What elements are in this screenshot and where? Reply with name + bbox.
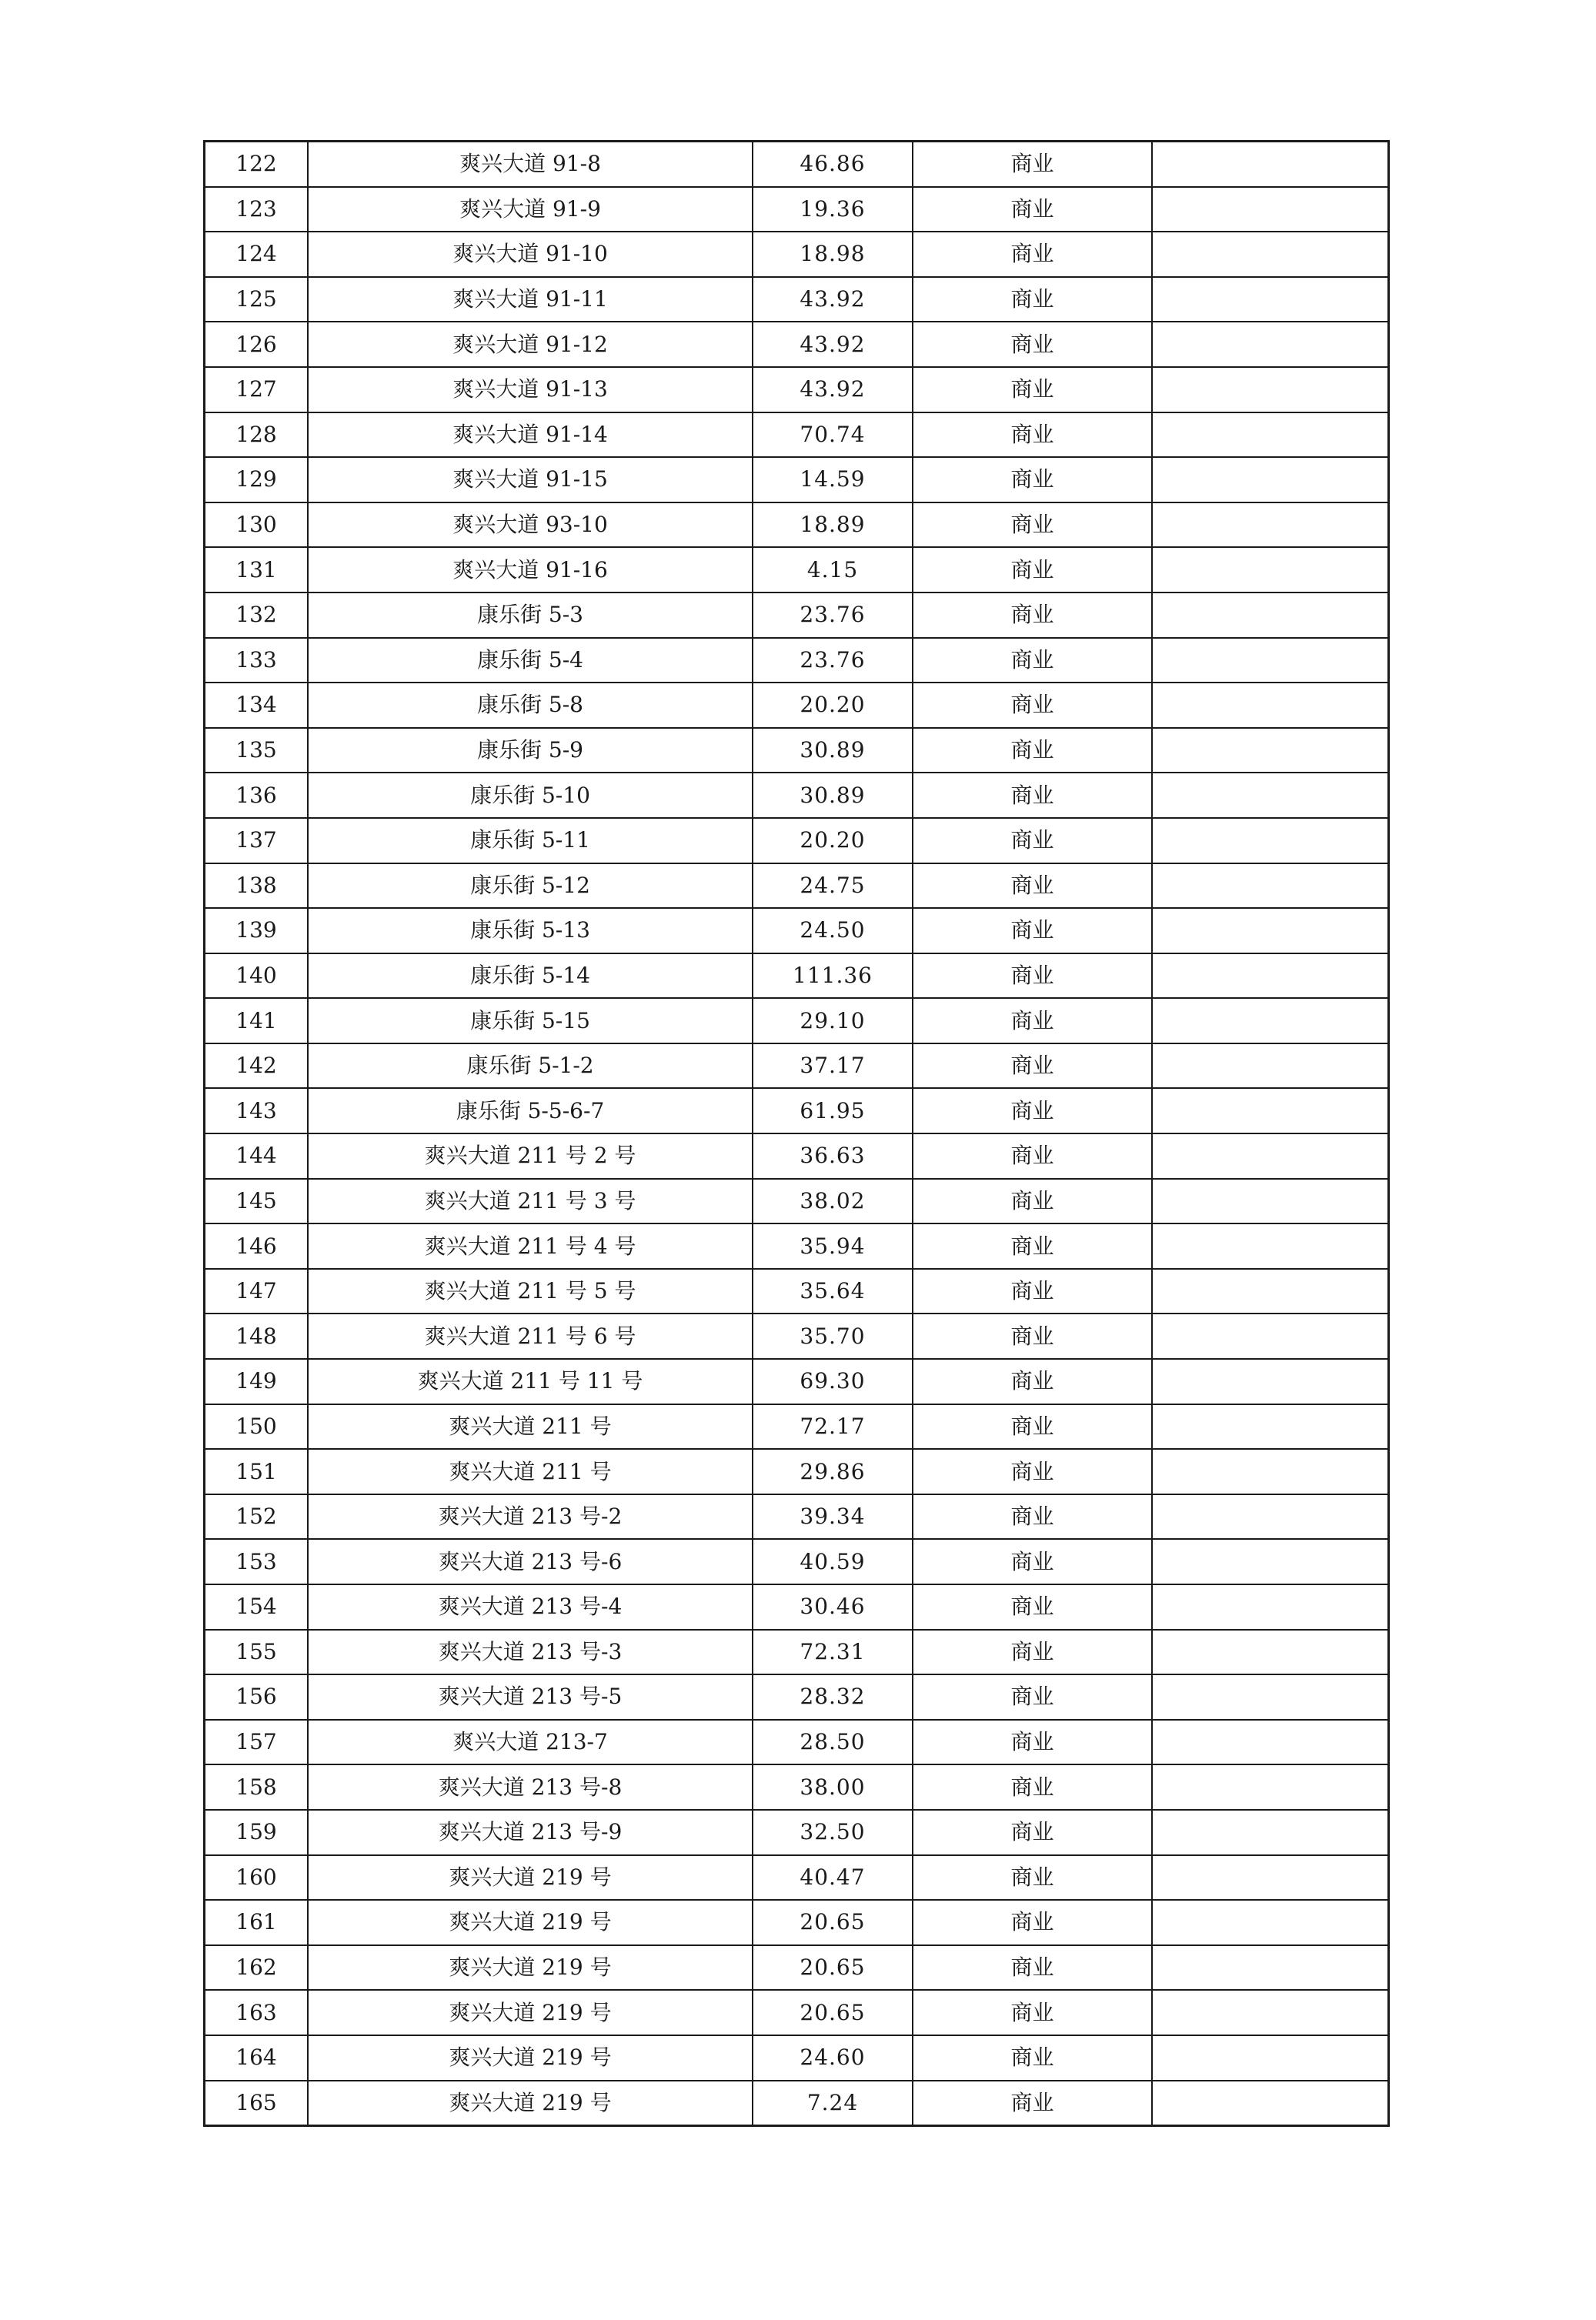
area-cell: 7.24	[753, 2081, 913, 2126]
area-cell: 18.98	[753, 232, 913, 277]
row-number-cell: 146	[205, 1223, 309, 1269]
remarks-cell	[1152, 1359, 1389, 1404]
table-row	[205, 2081, 1389, 2126]
row-number-cell: 122	[205, 142, 309, 187]
remarks-cell	[1152, 638, 1389, 683]
address-cell: 爽兴大道 219 号	[308, 1855, 753, 1901]
usage-cell: 商业	[913, 1088, 1152, 1133]
area-cell: 38.00	[753, 1764, 913, 1810]
usage-cell: 商业	[913, 187, 1152, 232]
address-cell: 爽兴大道 91-10	[308, 232, 753, 277]
property-table	[203, 140, 1390, 2127]
row-number-cell: 133	[205, 638, 309, 683]
area-cell: 43.92	[753, 367, 913, 412]
address-cell: 康乐街 5-13	[308, 908, 753, 953]
usage-cell: 商业	[913, 1945, 1152, 1991]
table-row	[205, 1900, 1389, 1945]
address-cell: 爽兴大道 91-13	[308, 367, 753, 412]
remarks-cell	[1152, 457, 1389, 502]
area-cell: 24.75	[753, 863, 913, 909]
area-cell: 29.10	[753, 998, 913, 1043]
area-cell: 24.50	[753, 908, 913, 953]
area-cell: 38.02	[753, 1179, 913, 1224]
table-row	[205, 638, 1389, 683]
usage-cell: 商业	[913, 1359, 1152, 1404]
remarks-cell	[1152, 1314, 1389, 1359]
area-cell: 20.65	[753, 1900, 913, 1945]
usage-cell: 商业	[913, 1404, 1152, 1450]
table-row	[205, 232, 1389, 277]
row-number-cell: 152	[205, 1494, 309, 1540]
area-cell: 39.34	[753, 1494, 913, 1540]
address-cell: 爽兴大道 219 号	[308, 2035, 753, 2081]
remarks-cell	[1152, 1720, 1389, 1765]
row-number-cell: 134	[205, 683, 309, 728]
area-cell: 23.76	[753, 593, 913, 638]
remarks-cell	[1152, 683, 1389, 728]
address-cell: 爽兴大道 91-14	[308, 412, 753, 458]
area-cell: 35.64	[753, 1269, 913, 1314]
table-row	[205, 1539, 1389, 1584]
document-page	[203, 140, 1390, 2127]
row-number-cell: 129	[205, 457, 309, 502]
table-row	[205, 818, 1389, 863]
usage-cell: 商业	[913, 142, 1152, 187]
table-row	[205, 863, 1389, 909]
remarks-cell	[1152, 1855, 1389, 1901]
table-row	[205, 1359, 1389, 1404]
row-number-cell: 145	[205, 1179, 309, 1224]
usage-cell: 商业	[913, 502, 1152, 548]
usage-cell: 商业	[913, 1630, 1152, 1675]
area-cell: 37.17	[753, 1043, 913, 1089]
usage-cell: 商业	[913, 1810, 1152, 1855]
remarks-cell	[1152, 142, 1389, 187]
remarks-cell	[1152, 1494, 1389, 1540]
remarks-cell	[1152, 1630, 1389, 1675]
remarks-cell	[1152, 2035, 1389, 2081]
area-cell: 14.59	[753, 457, 913, 502]
remarks-cell	[1152, 953, 1389, 999]
table-row	[205, 1674, 1389, 1720]
usage-cell: 商业	[913, 1043, 1152, 1089]
remarks-cell	[1152, 593, 1389, 638]
area-cell: 43.92	[753, 322, 913, 367]
address-cell: 爽兴大道 91-11	[308, 277, 753, 322]
row-number-cell: 124	[205, 232, 309, 277]
table-row	[205, 683, 1389, 728]
area-cell: 40.47	[753, 1855, 913, 1901]
area-cell: 46.86	[753, 142, 913, 187]
area-cell: 30.89	[753, 773, 913, 818]
table-row	[205, 187, 1389, 232]
row-number-cell: 139	[205, 908, 309, 953]
address-cell: 爽兴大道 211 号	[308, 1404, 753, 1450]
usage-cell: 商业	[913, 232, 1152, 277]
usage-cell: 商业	[913, 1584, 1152, 1630]
address-cell: 爽兴大道 213 号-8	[308, 1764, 753, 1810]
area-cell: 20.65	[753, 1945, 913, 1991]
usage-cell: 商业	[913, 457, 1152, 502]
area-cell: 20.20	[753, 818, 913, 863]
remarks-cell	[1152, 1404, 1389, 1450]
usage-cell: 商业	[913, 547, 1152, 593]
area-cell: 23.76	[753, 638, 913, 683]
table-row	[205, 142, 1389, 187]
row-number-cell: 130	[205, 502, 309, 548]
usage-cell: 商业	[913, 1449, 1152, 1494]
row-number-cell: 136	[205, 773, 309, 818]
table-row	[205, 1088, 1389, 1133]
table-row	[205, 2035, 1389, 2081]
row-number-cell: 142	[205, 1043, 309, 1089]
area-cell: 30.46	[753, 1584, 913, 1630]
remarks-cell	[1152, 998, 1389, 1043]
table-row	[205, 1314, 1389, 1359]
address-cell: 爽兴大道 211 号 3 号	[308, 1179, 753, 1224]
usage-cell: 商业	[913, 1855, 1152, 1901]
remarks-cell	[1152, 1179, 1389, 1224]
usage-cell: 商业	[913, 953, 1152, 999]
usage-cell: 商业	[913, 1674, 1152, 1720]
remarks-cell	[1152, 1088, 1389, 1133]
address-cell: 爽兴大道 91-16	[308, 547, 753, 593]
row-number-cell: 163	[205, 1990, 309, 2035]
table-row	[205, 367, 1389, 412]
table-row	[205, 908, 1389, 953]
table-row	[205, 1720, 1389, 1765]
remarks-cell	[1152, 367, 1389, 412]
remarks-cell	[1152, 728, 1389, 773]
row-number-cell: 123	[205, 187, 309, 232]
row-number-cell: 158	[205, 1764, 309, 1810]
remarks-cell	[1152, 2081, 1389, 2126]
area-cell: 35.94	[753, 1223, 913, 1269]
usage-cell: 商业	[913, 683, 1152, 728]
usage-cell: 商业	[913, 638, 1152, 683]
address-cell: 爽兴大道 213 号-6	[308, 1539, 753, 1584]
address-cell: 爽兴大道 91-15	[308, 457, 753, 502]
usage-cell: 商业	[913, 1990, 1152, 2035]
address-cell: 康乐街 5-1-2	[308, 1043, 753, 1089]
table-row	[205, 457, 1389, 502]
remarks-cell	[1152, 1990, 1389, 2035]
address-cell: 康乐街 5-9	[308, 728, 753, 773]
address-cell: 爽兴大道 211 号 5 号	[308, 1269, 753, 1314]
remarks-cell	[1152, 818, 1389, 863]
remarks-cell	[1152, 187, 1389, 232]
remarks-cell	[1152, 502, 1389, 548]
table-row	[205, 1855, 1389, 1901]
row-number-cell: 141	[205, 998, 309, 1043]
area-cell: 72.31	[753, 1630, 913, 1675]
usage-cell: 商业	[913, 773, 1152, 818]
table-row	[205, 1404, 1389, 1450]
address-cell: 康乐街 5-14	[308, 953, 753, 999]
address-cell: 爽兴大道 211 号 4 号	[308, 1223, 753, 1269]
table-row	[205, 322, 1389, 367]
row-number-cell: 161	[205, 1900, 309, 1945]
area-cell: 4.15	[753, 547, 913, 593]
table-row	[205, 1179, 1389, 1224]
usage-cell: 商业	[913, 863, 1152, 909]
row-number-cell: 151	[205, 1449, 309, 1494]
row-number-cell: 126	[205, 322, 309, 367]
address-cell: 爽兴大道 213 号-2	[308, 1494, 753, 1540]
table-row	[205, 1133, 1389, 1179]
row-number-cell: 159	[205, 1810, 309, 1855]
usage-cell: 商业	[913, 998, 1152, 1043]
table-row	[205, 1945, 1389, 1991]
address-cell: 爽兴大道 211 号	[308, 1449, 753, 1494]
address-cell: 爽兴大道 219 号	[308, 1990, 753, 2035]
table-row	[205, 1449, 1389, 1494]
address-cell: 爽兴大道 91-9	[308, 187, 753, 232]
usage-cell: 商业	[913, 1900, 1152, 1945]
remarks-cell	[1152, 277, 1389, 322]
address-cell: 爽兴大道 219 号	[308, 1900, 753, 1945]
row-number-cell: 155	[205, 1630, 309, 1675]
row-number-cell: 153	[205, 1539, 309, 1584]
area-cell: 20.20	[753, 683, 913, 728]
remarks-cell	[1152, 908, 1389, 953]
table-row	[205, 1630, 1389, 1675]
area-cell: 18.89	[753, 502, 913, 548]
usage-cell: 商业	[913, 908, 1152, 953]
area-cell: 111.36	[753, 953, 913, 999]
usage-cell: 商业	[913, 818, 1152, 863]
table-row	[205, 547, 1389, 593]
row-number-cell: 144	[205, 1133, 309, 1179]
table-row	[205, 1043, 1389, 1089]
area-cell: 28.50	[753, 1720, 913, 1765]
row-number-cell: 154	[205, 1584, 309, 1630]
address-cell: 康乐街 5-12	[308, 863, 753, 909]
remarks-cell	[1152, 1945, 1389, 1991]
address-cell: 康乐街 5-5-6-7	[308, 1088, 753, 1133]
row-number-cell: 147	[205, 1269, 309, 1314]
area-cell: 29.86	[753, 1449, 913, 1494]
table-row	[205, 1990, 1389, 2035]
row-number-cell: 164	[205, 2035, 309, 2081]
table-row	[205, 1223, 1389, 1269]
address-cell: 康乐街 5-8	[308, 683, 753, 728]
row-number-cell: 125	[205, 277, 309, 322]
row-number-cell: 150	[205, 1404, 309, 1450]
row-number-cell: 131	[205, 547, 309, 593]
row-number-cell: 160	[205, 1855, 309, 1901]
row-number-cell: 162	[205, 1945, 309, 1991]
area-cell: 19.36	[753, 187, 913, 232]
row-number-cell: 148	[205, 1314, 309, 1359]
remarks-cell	[1152, 1539, 1389, 1584]
remarks-cell	[1152, 1133, 1389, 1179]
row-number-cell: 128	[205, 412, 309, 458]
row-number-cell: 137	[205, 818, 309, 863]
usage-cell: 商业	[913, 1494, 1152, 1540]
row-number-cell: 138	[205, 863, 309, 909]
row-number-cell: 132	[205, 593, 309, 638]
address-cell: 爽兴大道 213 号-3	[308, 1630, 753, 1675]
address-cell: 爽兴大道 211 号 2 号	[308, 1133, 753, 1179]
row-number-cell: 165	[205, 2081, 309, 2126]
remarks-cell	[1152, 1449, 1389, 1494]
area-cell: 40.59	[753, 1539, 913, 1584]
table-row	[205, 1584, 1389, 1630]
table-row	[205, 1269, 1389, 1314]
area-cell: 20.65	[753, 1990, 913, 2035]
area-cell: 70.74	[753, 412, 913, 458]
usage-cell: 商业	[913, 593, 1152, 638]
table-row	[205, 502, 1389, 548]
table-row	[205, 728, 1389, 773]
table-row	[205, 277, 1389, 322]
remarks-cell	[1152, 1223, 1389, 1269]
remarks-cell	[1152, 1810, 1389, 1855]
area-cell: 72.17	[753, 1404, 913, 1450]
table-row	[205, 953, 1389, 999]
row-number-cell: 149	[205, 1359, 309, 1404]
remarks-cell	[1152, 1764, 1389, 1810]
area-cell: 24.60	[753, 2035, 913, 2081]
table-row	[205, 773, 1389, 818]
table-row	[205, 1494, 1389, 1540]
address-cell: 康乐街 5-10	[308, 773, 753, 818]
usage-cell: 商业	[913, 1720, 1152, 1765]
remarks-cell	[1152, 547, 1389, 593]
address-cell: 爽兴大道 213-7	[308, 1720, 753, 1765]
row-number-cell: 127	[205, 367, 309, 412]
table-row	[205, 1764, 1389, 1810]
row-number-cell: 135	[205, 728, 309, 773]
usage-cell: 商业	[913, 728, 1152, 773]
remarks-cell	[1152, 1900, 1389, 1945]
address-cell: 康乐街 5-3	[308, 593, 753, 638]
address-cell: 爽兴大道 213 号-4	[308, 1584, 753, 1630]
usage-cell: 商业	[913, 1764, 1152, 1810]
remarks-cell	[1152, 1584, 1389, 1630]
address-cell: 爽兴大道 219 号	[308, 1945, 753, 1991]
address-cell: 爽兴大道 219 号	[308, 2081, 753, 2126]
usage-cell: 商业	[913, 412, 1152, 458]
address-cell: 爽兴大道 93-10	[308, 502, 753, 548]
area-cell: 35.70	[753, 1314, 913, 1359]
usage-cell: 商业	[913, 1314, 1152, 1359]
usage-cell: 商业	[913, 277, 1152, 322]
address-cell: 爽兴大道 211 号 11 号	[308, 1359, 753, 1404]
area-cell: 28.32	[753, 1674, 913, 1720]
remarks-cell	[1152, 322, 1389, 367]
usage-cell: 商业	[913, 2035, 1152, 2081]
row-number-cell: 157	[205, 1720, 309, 1765]
row-number-cell: 140	[205, 953, 309, 999]
address-cell: 康乐街 5-4	[308, 638, 753, 683]
address-cell: 爽兴大道 91-12	[308, 322, 753, 367]
address-cell: 康乐街 5-15	[308, 998, 753, 1043]
area-cell: 32.50	[753, 1810, 913, 1855]
remarks-cell	[1152, 412, 1389, 458]
address-cell: 爽兴大道 213 号-9	[308, 1810, 753, 1855]
usage-cell: 商业	[913, 1179, 1152, 1224]
table-row	[205, 593, 1389, 638]
usage-cell: 商业	[913, 2081, 1152, 2126]
table-row	[205, 412, 1389, 458]
area-cell: 36.63	[753, 1133, 913, 1179]
usage-cell: 商业	[913, 1223, 1152, 1269]
remarks-cell	[1152, 863, 1389, 909]
usage-cell: 商业	[913, 367, 1152, 412]
usage-cell: 商业	[913, 322, 1152, 367]
area-cell: 69.30	[753, 1359, 913, 1404]
usage-cell: 商业	[913, 1133, 1152, 1179]
remarks-cell	[1152, 1674, 1389, 1720]
usage-cell: 商业	[913, 1539, 1152, 1584]
area-cell: 43.92	[753, 277, 913, 322]
remarks-cell	[1152, 1269, 1389, 1314]
table-row	[205, 998, 1389, 1043]
area-cell: 30.89	[753, 728, 913, 773]
address-cell: 爽兴大道 213 号-5	[308, 1674, 753, 1720]
address-cell: 爽兴大道 211 号 6 号	[308, 1314, 753, 1359]
area-cell: 61.95	[753, 1088, 913, 1133]
usage-cell: 商业	[913, 1269, 1152, 1314]
address-cell: 康乐街 5-11	[308, 818, 753, 863]
table-body	[205, 142, 1389, 2126]
remarks-cell	[1152, 232, 1389, 277]
remarks-cell	[1152, 773, 1389, 818]
row-number-cell: 156	[205, 1674, 309, 1720]
table-row	[205, 1810, 1389, 1855]
row-number-cell: 143	[205, 1088, 309, 1133]
remarks-cell	[1152, 1043, 1389, 1089]
address-cell: 爽兴大道 91-8	[308, 142, 753, 187]
